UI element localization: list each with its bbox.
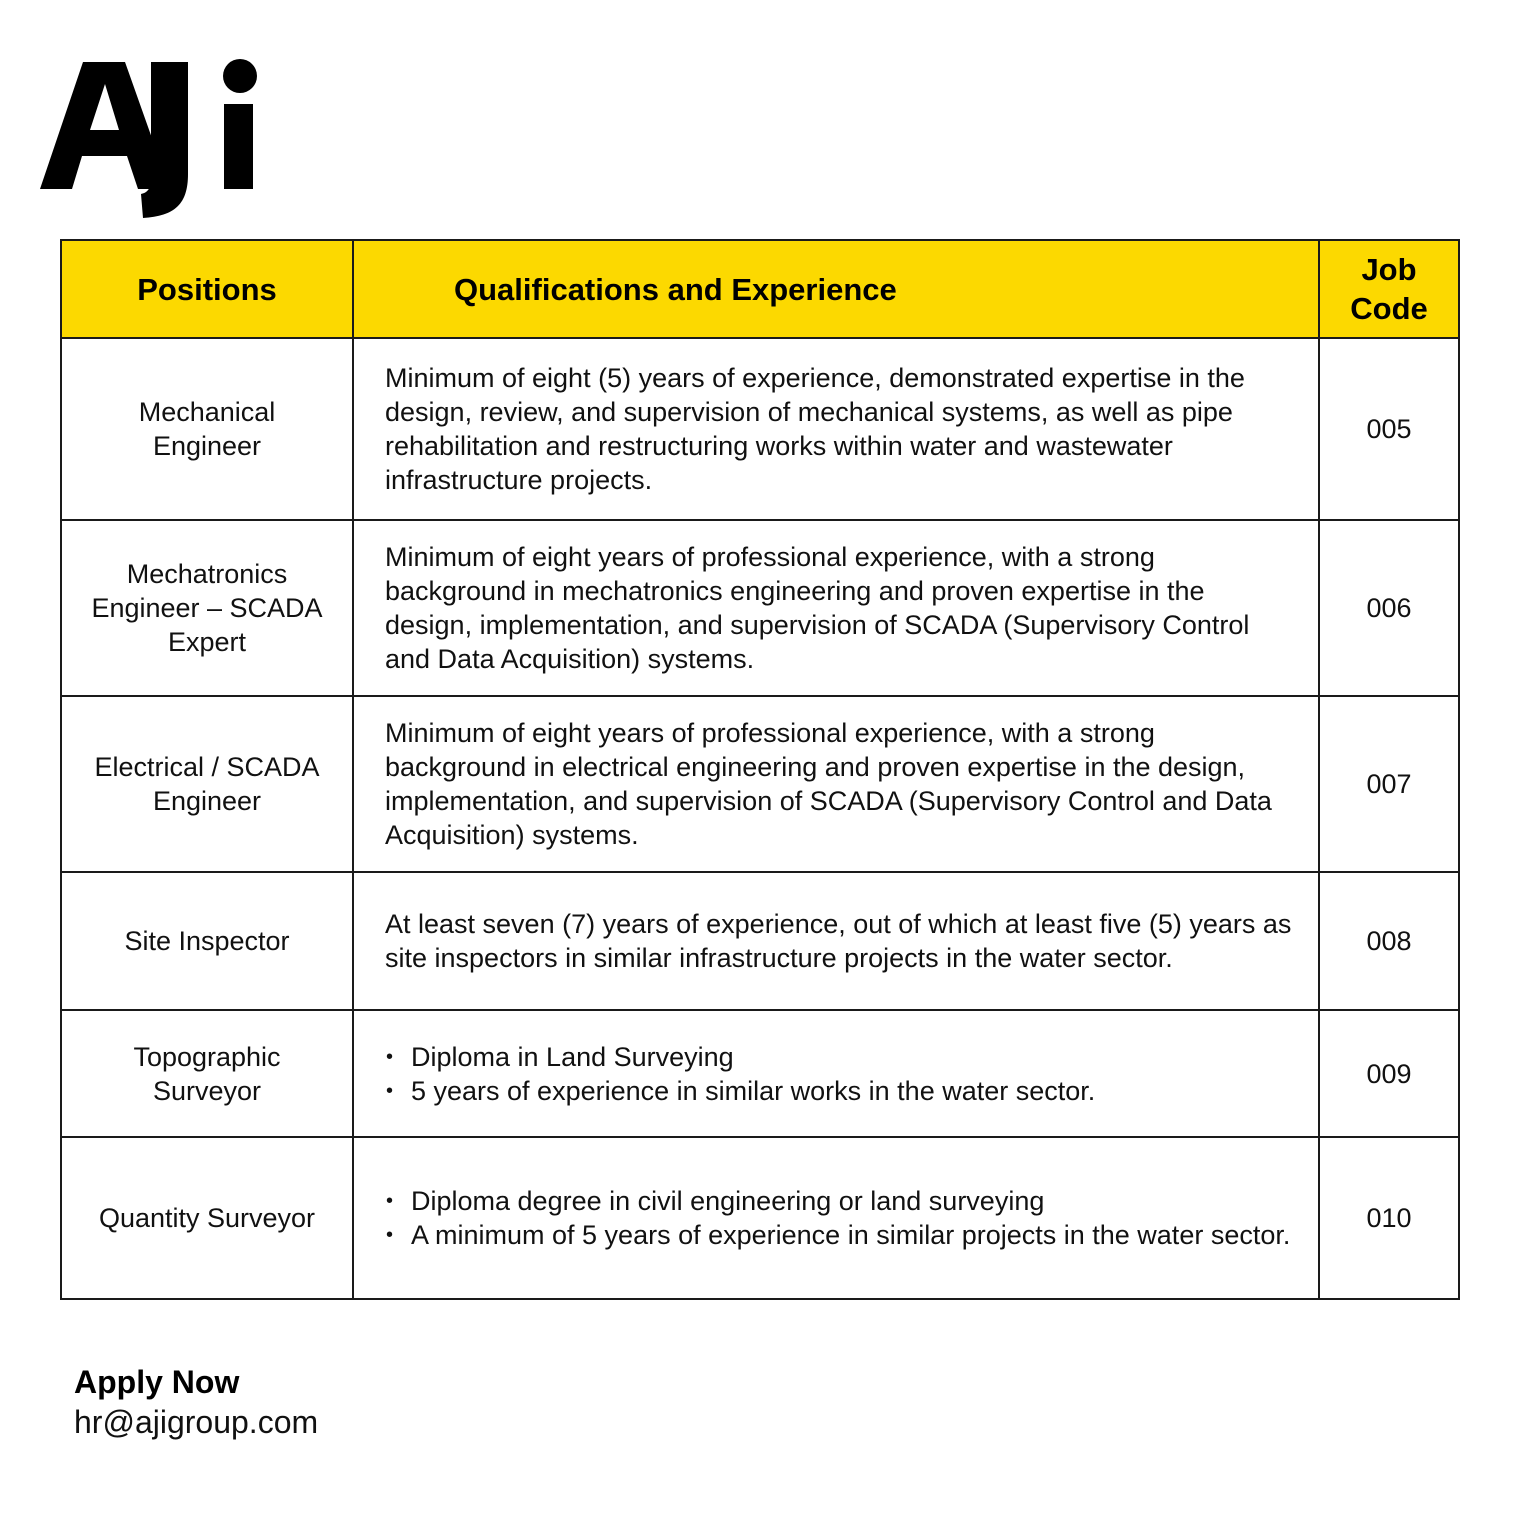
bullet-item — [385, 1218, 1296, 1252]
bullet-item — [385, 1074, 1296, 1108]
table-header-row — [61, 240, 1459, 338]
table-row — [61, 1137, 1459, 1299]
table-row — [61, 872, 1459, 1010]
bullet-text: A minimum of 5 years of experience in similar projects in the water sector. — [411, 1220, 1291, 1250]
logo-letter-a — [40, 62, 170, 189]
table-row — [61, 1010, 1459, 1137]
job-code-cell: 006 — [1319, 520, 1459, 696]
logo-letter-i-dot — [223, 59, 257, 93]
apply-section — [74, 1362, 318, 1442]
jobs-table — [60, 239, 1460, 1300]
apply-email-link[interactable]: hr@ajigroup.com — [74, 1404, 319, 1440]
position-cell: Mechanical Engineer — [61, 338, 353, 520]
job-code-cell: 009 — [1319, 1010, 1459, 1137]
bullet-list — [385, 1184, 1296, 1252]
bullet-item — [385, 1184, 1296, 1218]
job-code-cell: 010 — [1319, 1137, 1459, 1299]
bullet-dot-icon: • — [386, 1190, 394, 1212]
header-positions: Positions — [61, 240, 353, 338]
bullet-text: 5 years of experience in similar works in the water sector. — [411, 1075, 1096, 1106]
position-cell: Site Inspector — [61, 872, 353, 1010]
job-code-cell: 005 — [1319, 338, 1459, 520]
aji-logo — [38, 56, 278, 226]
bullet-item — [385, 1040, 1296, 1074]
position-cell: Topographic Surveyor — [61, 1010, 353, 1137]
qualifications-cell: Minimum of eight years of professional experience, with a strong background in mechatronics engineering and proven expertise in the design, implementation, and supervision of SCADA (Supervisory Control and Data Acquisition) systems. — [353, 520, 1319, 696]
qualifications-cell: At least seven (7) years of experience, out of which at least five (5) years as site inspectors in similar infrastructure projects in the water sector. — [353, 872, 1319, 1010]
bullet-text: Diploma degree in civil engineering or land surveying — [411, 1186, 1045, 1216]
table-row — [61, 520, 1459, 696]
qualifications-cell — [353, 1010, 1319, 1137]
qualifications-cell: Minimum of eight (5) years of experience, demonstrated expertise in the design, review, and supervision of mechanical systems, as well as pipe rehabilitation and restructuring works within water and wastewater infrastructure projects. — [353, 338, 1319, 520]
position-cell: Electrical / SCADA Engineer — [61, 696, 353, 872]
qualifications-cell — [353, 1137, 1319, 1299]
header-qualifications: Qualifications and Experience — [353, 240, 1319, 338]
position-cell: Mechatronics Engineer – SCADA Expert — [61, 520, 353, 696]
apply-now-heading: Apply Now — [74, 1364, 240, 1400]
qualifications-cell: Minimum of eight years of professional experience, with a strong background in electrical engineering and proven expertise in the design, implementation, and supervision of SCADA (Supervisory Control and Data Acquisition) systems. — [353, 696, 1319, 872]
bullet-dot-icon: • — [386, 1045, 394, 1068]
position-cell: Quantity Surveyor — [61, 1137, 353, 1299]
job-code-cell: 007 — [1319, 696, 1459, 872]
job-code-cell: 008 — [1319, 872, 1459, 1010]
table-row — [61, 338, 1459, 520]
bullet-text: Diploma in Land Surveying — [411, 1041, 734, 1072]
bullet-dot-icon: • — [386, 1224, 394, 1246]
table-row — [61, 696, 1459, 872]
header-job-code: Job Code — [1319, 240, 1459, 338]
bullet-list — [385, 1040, 1296, 1108]
logo-letter-i-stem — [224, 104, 253, 189]
bullet-dot-icon: • — [386, 1079, 394, 1102]
